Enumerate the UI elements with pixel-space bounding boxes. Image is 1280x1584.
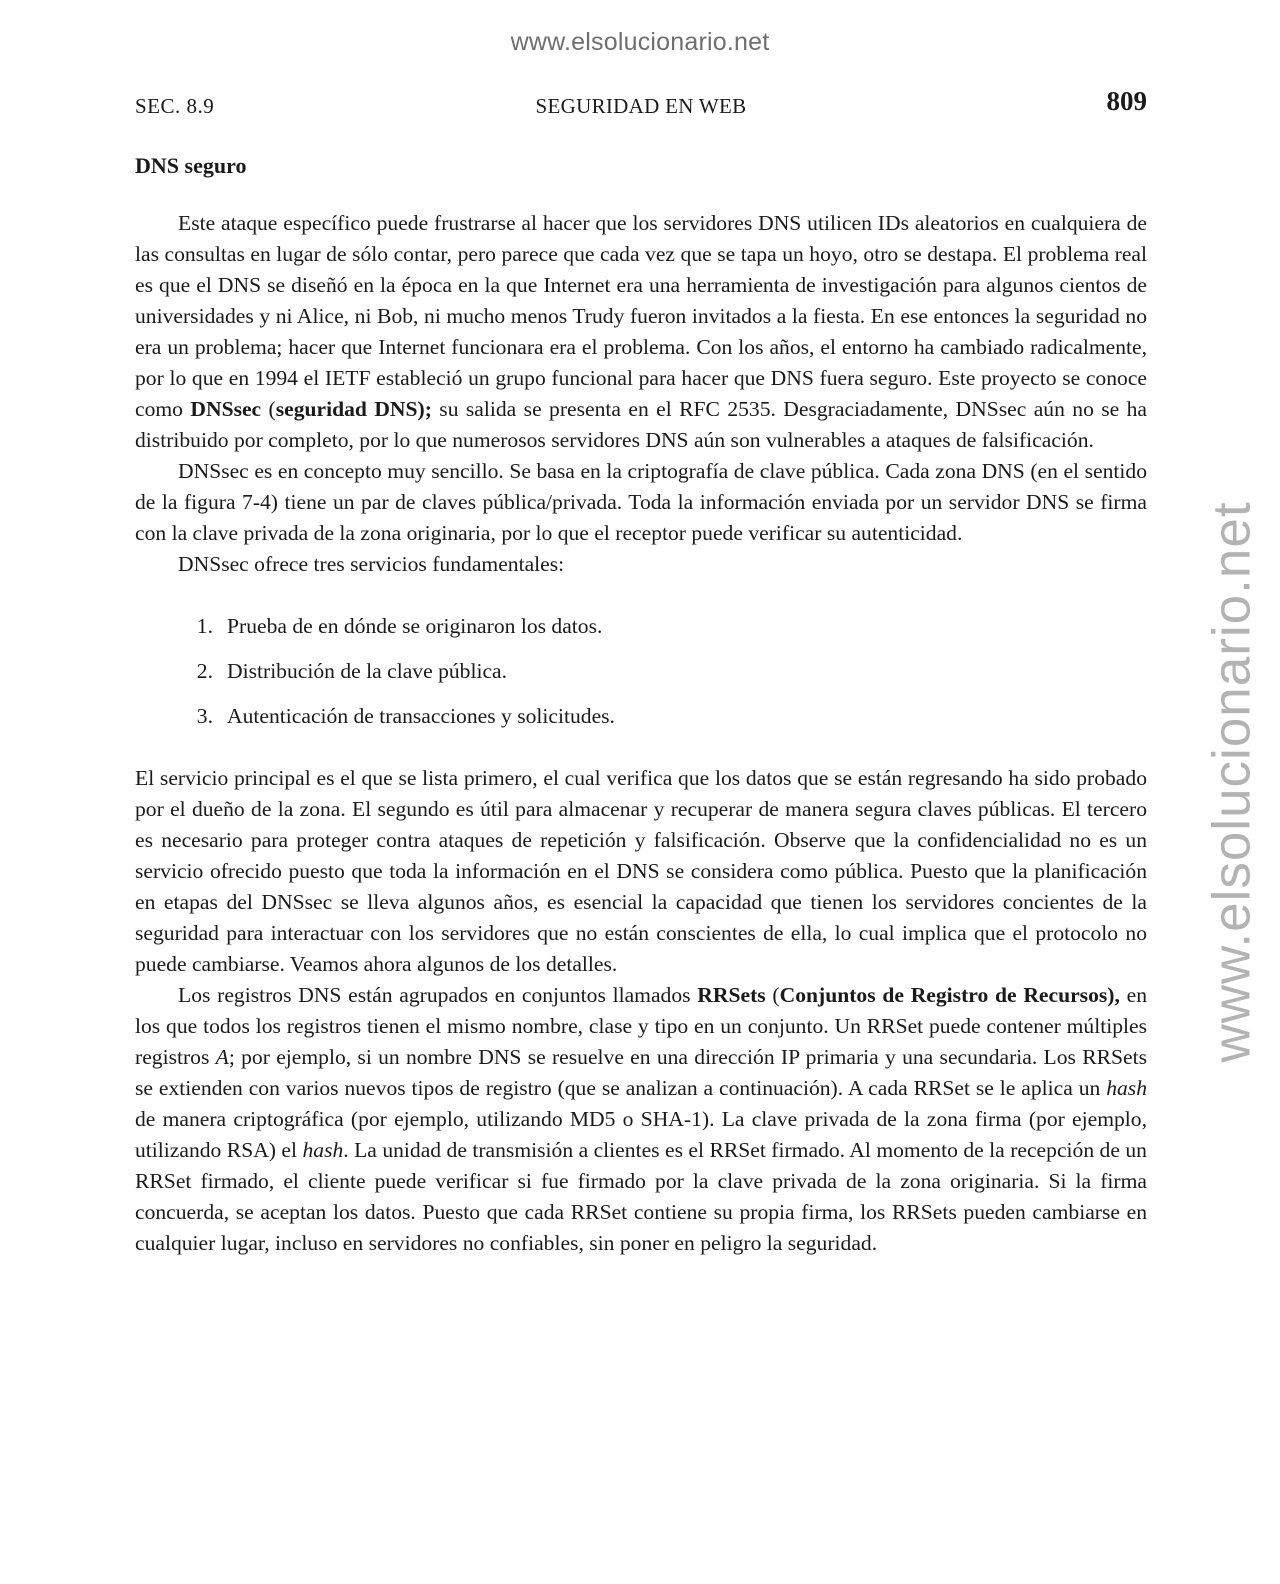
section-number: SEC. 8.9 (135, 94, 215, 118)
list-item (135, 701, 1147, 732)
section-heading: DNS seguro (135, 153, 247, 178)
watermark-top: www.elsolucionario.net (510, 28, 770, 56)
running-head (135, 86, 1147, 126)
term-conjuntos-registro: Conjuntos de Registro de Recursos), (779, 983, 1120, 1007)
services-list (135, 611, 1147, 732)
list-item-number: 3. (196, 704, 213, 728)
list-item (135, 656, 1147, 687)
list-item-number: 1. (196, 614, 213, 638)
paragraph-services-intro: DNSsec ofrece tres servicios fundamentales: (178, 552, 565, 576)
paragraph-intro: Este ataque específico puede frustrarse al hacer que los servidores DNS utilicen IDs aleatorios en cualquiera de las consultas en lugar de sólo contar, pero parece que cada vez que se tapa un hoyo, otro se destapa. El problema real es que el DNS se diseñó en la época en la que Internet era una herramienta de investigación para algunos cientos de universidades y ni Alice, ni Bob, ni mucho menos Trudy fueron invitados a la fiesta. En ese entonces la seguridad no era un problema; hacer que Internet funcionara era el problema. Con los años, el entorno ha cambiado radicalmente, por lo que en 1994 el IETF estableció un grupo funcional para hacer que DNS fuera seguro. Este proyecto se conoce como DNSsec (seguridad DNS); su salida se presenta en el RFC 2535. Desgraciadamente, DNSsec aún no se ha distribuido por completo, por lo que numerosos servidores DNS aún son vulnerables a ataques de falsificación. (135, 211, 1148, 452)
paragraph-concept: DNSsec es en concepto muy sencillo. Se basa en la criptografía de clave pública. Cada zona DNS (en el sentido de la figura 7-4) tiene un par de claves pública/privada. Toda la información enviada por un servidor DNS se firma con la clave privada de la zona originaria, por lo que el receptor puede verificar su autenticidad. (135, 459, 1147, 545)
chapter-title: SEGURIDAD EN WEB (535, 94, 747, 118)
paragraph-services-detail: El servicio principal es el que se lista primero, el cual verifica que los datos que se están regresando ha sido probado por el dueño de la zona. El segundo es útil para almacenar y recuperar de manera segura claves públicas. El tercero es necesario para proteger contra ataques de repetición y falsificación. Observe que la confidencialidad no es un servicio ofrecido puesto que toda la información en el DNS se considera como pública. Puesto que la planificación en etapas del DNSsec se lleva algunos años, es esencial la capacidad que tienen los servidores concientes de la seguridad para interactuar con los servidores que no están conscientes de ella, lo cual implica que el protocolo no puede cambiarse. Veamos ahora algunos de los detalles. (135, 766, 1147, 976)
paragraph-rrsets: Los registros DNS están agrupados en conjuntos llamados RRSets (Conjuntos de Registro de Recursos), en los que todos los registros tienen el mismo nombre, clase y tipo en un conjunto. Un RRSet puede contener múltiples registros A; por ejemplo, si un nombre DNS se resuelve en una dirección IP primaria y una secundaria. Los RRSets se extienden con varios nuevos tipos de registro (que se analizan a continuación). A cada RRSet se le aplica un hash de manera criptográfica (por ejemplo, utilizando MD5 o SHA-1). La clave privada de la zona firma (por ejemplo, utilizando RSA) el hash. La unidad de transmisión a clientes es el RRSet firmado. Al momento de la recepción de un RRSet firmado, el cliente puede verificar si fue firmado por la clave privada de la zona originaria. Si la firma concuerda, se aceptan los datos. Puesto que cada RRSet contiene su propia firma, los RRSets pueden cambiarse en cualquier lugar, incluso en servidores no confiables, sin poner en peligro la seguridad. (135, 983, 1148, 1255)
term-dnssec: DNSsec (190, 397, 262, 421)
page-number: 809 (1106, 86, 1147, 116)
list-item (135, 611, 1147, 642)
term-seguridad-dns: seguridad DNS); (275, 397, 432, 421)
page-body (135, 150, 1147, 1259)
list-item-number: 2. (196, 659, 213, 683)
term-rrsets: RRSets (697, 983, 766, 1007)
list-item-text: Distribución de la clave pública. (227, 659, 508, 683)
list-item-text: Autenticación de transacciones y solicitudes. (227, 704, 615, 728)
watermark-side: www.elsolucionario.net (1202, 501, 1262, 1063)
list-item-text: Prueba de en dónde se originaron los datos. (227, 614, 603, 638)
